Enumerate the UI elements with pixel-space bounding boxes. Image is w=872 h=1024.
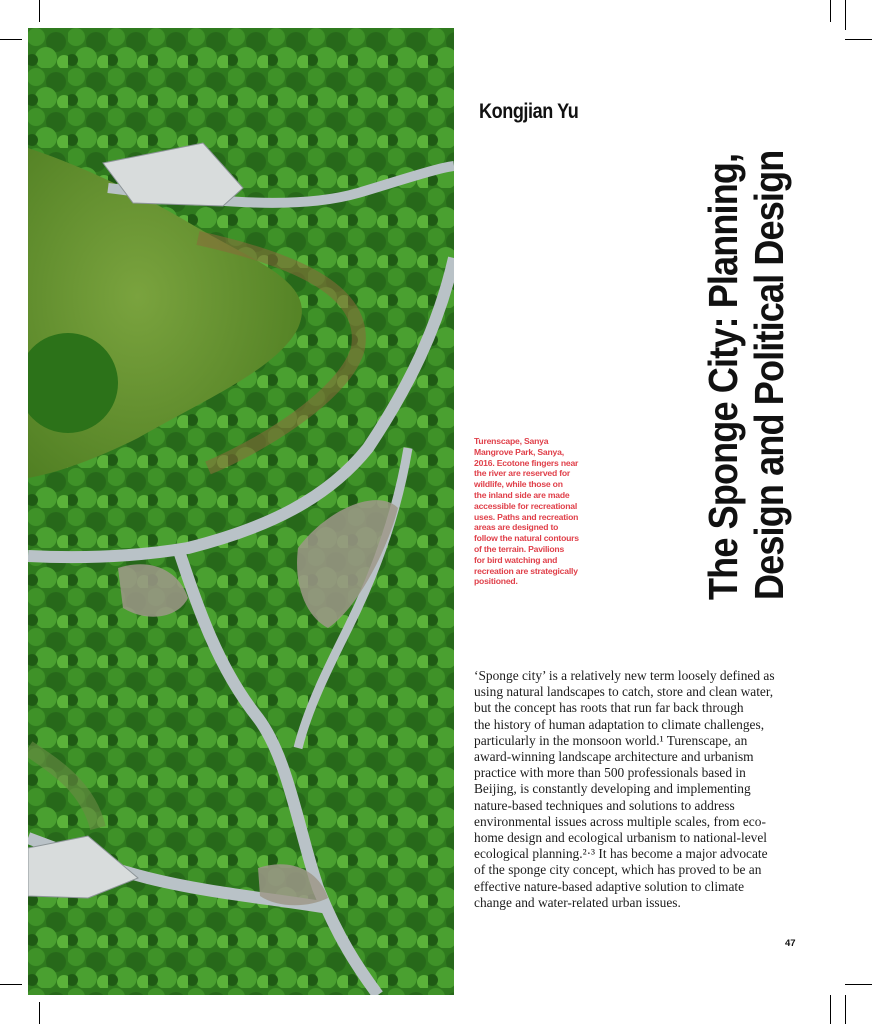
body-line: effective nature-based adaptive solution to climate <box>474 878 745 894</box>
body-line: change and water-related urban issues. <box>474 894 681 910</box>
caption-line: wildlife, while those on <box>474 479 563 490</box>
body-line: ecological planning.²·³ It has become a major advocate <box>474 846 768 862</box>
caption-line: uses. Paths and recreation <box>474 511 579 522</box>
body-line: using natural landscapes to catch, store and clean water, <box>474 684 774 700</box>
mangrove-park-aerial-image <box>28 28 454 995</box>
caption-line: recreation are strategically <box>474 565 578 576</box>
caption-line: the inland side are made <box>474 489 570 500</box>
body-line: ‘Sponge city’ is a relatively new term loosely defined as <box>474 668 775 683</box>
caption-line: Turenscape, Sanya <box>474 436 549 446</box>
aerial-photo <box>28 28 454 995</box>
body-line: particularly in the monsoon world.¹ Turenscape, an <box>474 732 748 748</box>
caption-line: of the terrain. Pavilions <box>474 543 565 554</box>
article-title <box>700 100 800 600</box>
crop-mark <box>845 0 846 30</box>
crop-mark <box>0 984 22 985</box>
crop-mark <box>39 0 40 22</box>
caption-line: Mangrove Park, Sanya, <box>474 446 564 457</box>
crop-mark <box>845 39 872 40</box>
body-line: of the sponge city concept, which has proved to be an <box>474 862 762 878</box>
body-line: but the concept has roots that run far back through <box>474 700 744 716</box>
crop-mark <box>0 39 22 40</box>
body-line: the history of human adaptation to climate challenges, <box>474 716 765 732</box>
crop-mark <box>39 1002 40 1024</box>
page-number: 47 <box>785 938 796 949</box>
caption-line: follow the natural contours <box>474 533 579 544</box>
caption-line: for bird watching and <box>474 554 558 565</box>
body-line: award-winning landscape architecture and urbanism <box>474 749 754 765</box>
body-line: Beijing, is constantly developing and implementing <box>474 781 751 797</box>
body-line: environmental issues across multiple scales, from eco- <box>474 813 766 829</box>
crop-mark <box>845 995 846 1024</box>
body-paragraph <box>474 668 804 911</box>
author-name: Kongjian Yu <box>479 100 579 123</box>
caption-line: 2016. Ecotone fingers near <box>474 457 579 468</box>
caption-line: positioned. <box>474 576 518 587</box>
crop-mark <box>830 995 831 1024</box>
caption-line: accessible for recreational <box>474 500 578 511</box>
caption-line: areas are designed to <box>474 522 559 533</box>
crop-mark <box>830 0 831 22</box>
title-line: The Sponge City: Planning, <box>700 153 746 600</box>
photo-caption <box>474 436 586 587</box>
crop-mark <box>845 984 872 985</box>
body-line: practice with more than 500 professionals based in <box>474 765 746 781</box>
body-line: nature-based techniques and solutions to address <box>474 797 735 813</box>
title-line: Design and Political Design <box>746 150 792 600</box>
caption-line: the river are reserved for <box>474 468 571 479</box>
body-line: home design and ecological urbanism to national-level <box>474 830 768 846</box>
